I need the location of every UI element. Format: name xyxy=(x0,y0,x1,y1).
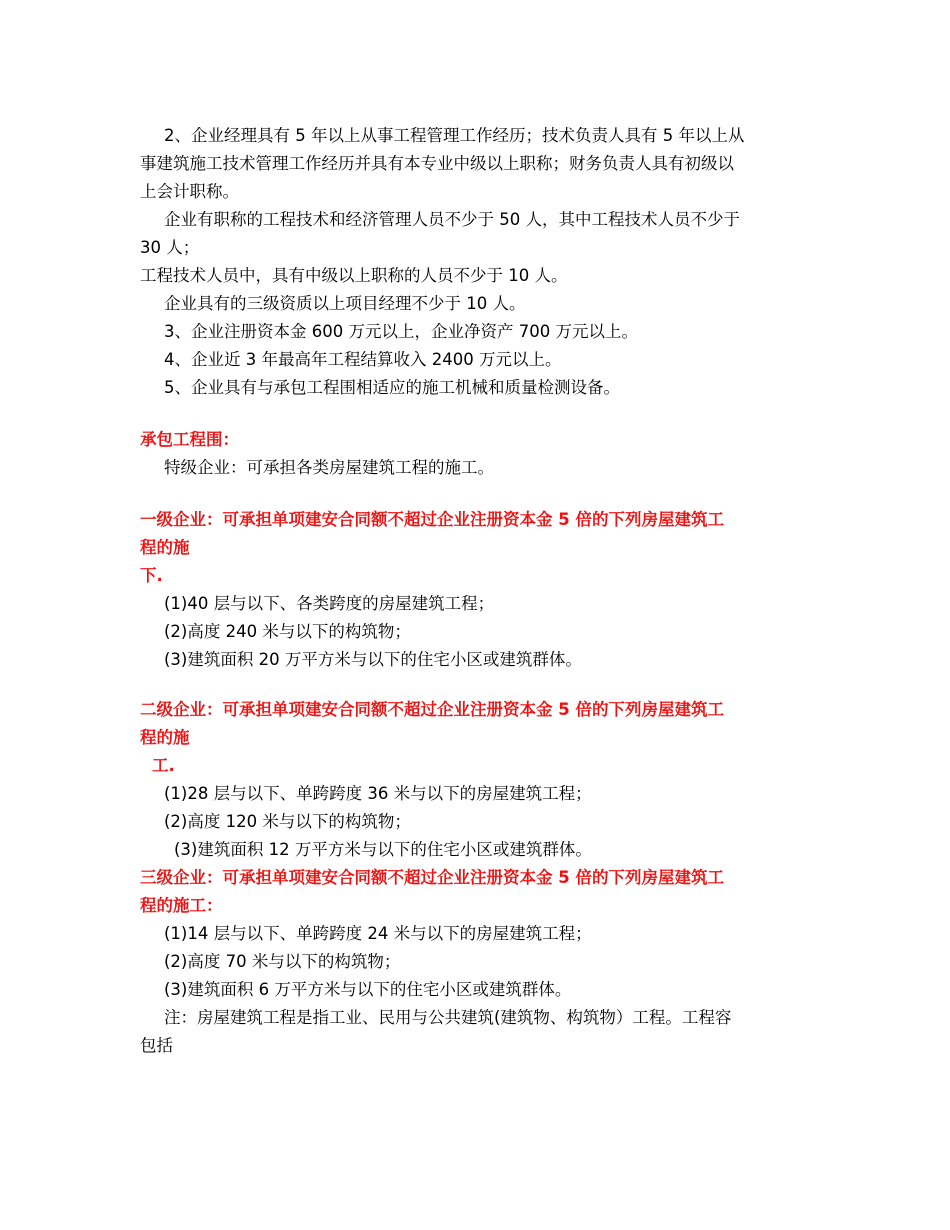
requirement-5: 5、企业具有与承包工程围相适应的施工机械和质量检测设备。 xyxy=(164,378,620,397)
spacer xyxy=(140,482,820,506)
grade-1-item-2: (2)高度 240 米与以下的构筑物； xyxy=(164,622,411,641)
note-line-1: 注：房屋建筑工程是指工业、民用与公共建筑(建筑物、构筑物）工程。工程容 xyxy=(164,1008,732,1027)
grade-2-heading-line-1: 二级企业：可承担单项建安合同额不超过企业注册资本金 5 倍的下列房屋建筑工 xyxy=(140,700,724,719)
grade-3-heading-line-2: 程的施工： xyxy=(140,896,223,915)
grade-3-item-3: (3)建筑面积 6 万平方米与以下的住宅小区或建筑群体。 xyxy=(164,980,572,999)
requirement-4: 4、企业近 3 年最高年工程结算收入 2400 万元以上。 xyxy=(164,350,562,369)
requirement-2-line-1: 2、企业经理具有 5 年以上从事工程管理工作经历；技术负责人具有 5 年以上从 xyxy=(164,126,745,145)
grade-1-item-1: (1)40 层与以下、各类跨度的房屋建筑工程； xyxy=(164,594,495,613)
grade-2-heading-line-3: 工. xyxy=(152,756,175,775)
project-manager-requirement: 企业具有的三级资质以上项目经理不少于 10 人。 xyxy=(164,294,526,313)
grade-2-item-1: (1)28 层与以下、单跨跨度 36 米与以下的房屋建筑工程； xyxy=(164,784,592,803)
grade-3-item-2: (2)高度 70 米与以下的构筑物； xyxy=(164,952,401,971)
grade-1-item-3: (3)建筑面积 20 万平方米与以下的住宅小区或建筑群体。 xyxy=(164,650,582,669)
staff-requirement-line-2: 30 人； xyxy=(140,238,200,257)
note-line-2: 包括 xyxy=(140,1036,173,1055)
grade-3-item-1: (1)14 层与以下、单跨跨度 24 米与以下的房屋建筑工程； xyxy=(164,924,592,943)
grade-3-heading-line-1: 三级企业：可承担单项建安合同额不超过企业注册资本金 5 倍的下列房屋建筑工 xyxy=(140,868,724,887)
requirement-2-line-3: 上会计职称。 xyxy=(140,182,239,201)
requirement-3: 3、企业注册资本金 600 万元以上，企业净资产 700 万元以上。 xyxy=(164,322,638,341)
grade-2-item-2: (2)高度 120 米与以下的构筑物； xyxy=(164,812,411,831)
grade-1-heading-line-2: 程的施 xyxy=(140,538,190,557)
spacer xyxy=(140,402,820,426)
staff-requirement-line-3: 工程技术人员中，具有中级以上职称的人员不少于 10 人。 xyxy=(140,266,568,285)
staff-requirement-line-1: 企业有职称的工程技术和经济管理人员不少于 50 人，其中工程技术人员不少于 xyxy=(164,210,740,229)
grade-1-heading-line-1: 一级企业：可承担单项建安合同额不超过企业注册资本金 5 倍的下列房屋建筑工 xyxy=(140,510,724,529)
requirement-2-line-2: 事建筑施工技术管理工作经历并具有本专业中级以上职称；财务负责人具有初级以 xyxy=(140,154,734,173)
special-grade-scope: 特级企业：可承担各类房屋建筑工程的施工。 xyxy=(164,458,494,477)
scope-heading: 承包工程围： xyxy=(140,430,239,449)
document-page xyxy=(140,122,820,1060)
spacer xyxy=(140,674,820,696)
grade-2-heading-line-2: 程的施 xyxy=(140,728,190,747)
grade-2-item-3: (3)建筑面积 12 万平方米与以下的住宅小区或建筑群体。 xyxy=(174,840,592,859)
grade-1-heading-line-3: 下. xyxy=(140,566,163,585)
